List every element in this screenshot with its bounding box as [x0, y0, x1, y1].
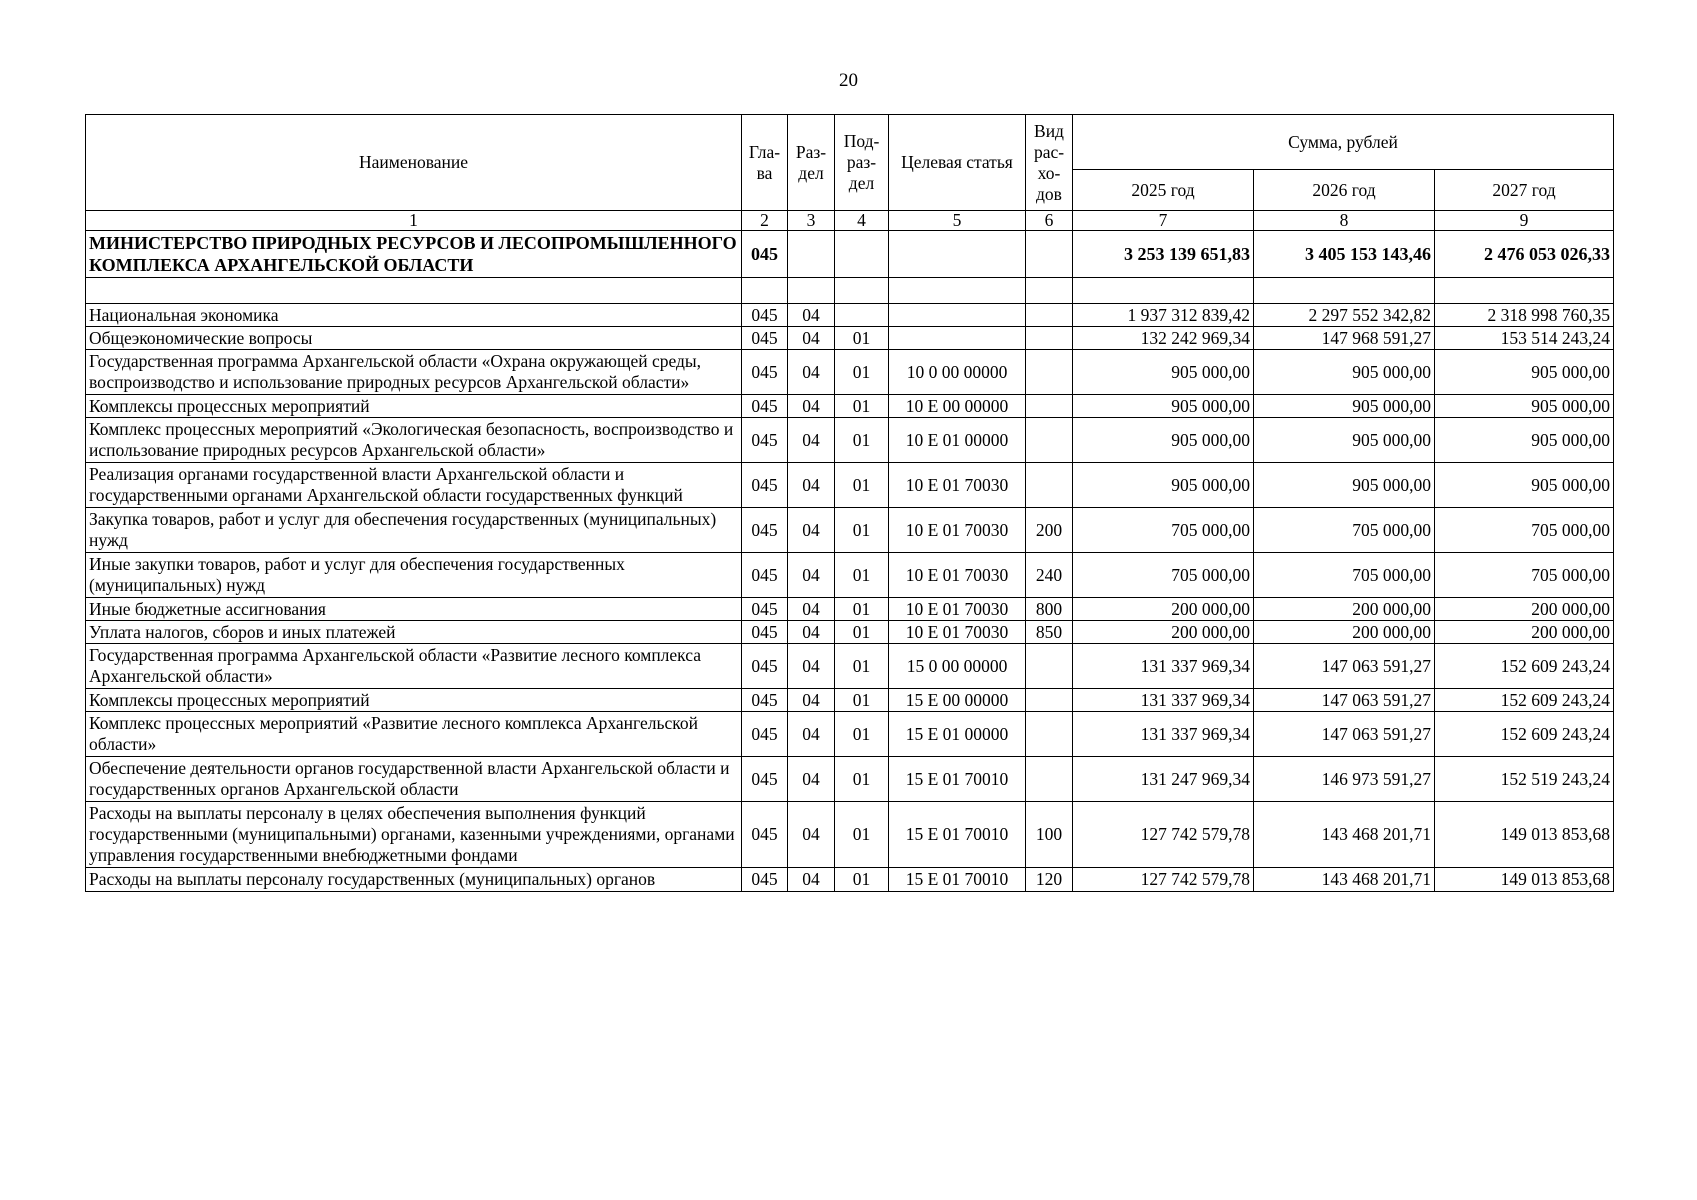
- row-sum-2027: 152 609 243,24: [1435, 689, 1614, 712]
- empty-cell: [1254, 278, 1435, 304]
- header-vid-rashodov: Вид рас-хо-дов: [1026, 115, 1073, 211]
- row-sum-2025: 131 337 969,34: [1073, 712, 1254, 757]
- row-podrazdel: 01: [835, 418, 889, 463]
- row-celevaya-statya: 15 Е 01 70010: [889, 868, 1026, 892]
- row-sum-2025: 131 337 969,34: [1073, 689, 1254, 712]
- ministry-name: МИНИСТЕРСТВО ПРИРОДНЫХ РЕСУРСОВ И ЛЕСОПРОМЫШЛЕННОГО КОМПЛЕКСА АРХАНГЕЛЬСКОЙ ОБЛАСТИ: [86, 231, 742, 278]
- row-celevaya-statya: 15 Е 01 70010: [889, 802, 1026, 868]
- column-number: 6: [1026, 211, 1073, 231]
- row-sum-2025: 905 000,00: [1073, 463, 1254, 508]
- ministry-sum-2025: 3 253 139 651,83: [1073, 231, 1254, 278]
- row-razdel: 04: [788, 868, 835, 892]
- row-sum-2027: 905 000,00: [1435, 350, 1614, 395]
- row-podrazdel: [835, 304, 889, 327]
- row-sum-2027: 705 000,00: [1435, 508, 1614, 553]
- row-vid-rashodov: 120: [1026, 868, 1073, 892]
- row-razdel: 04: [788, 689, 835, 712]
- row-glava: 045: [742, 327, 788, 350]
- table-row: [86, 418, 1614, 463]
- row-glava: 045: [742, 621, 788, 644]
- table-row: [86, 621, 1614, 644]
- row-razdel: 04: [788, 712, 835, 757]
- row-sum-2026: 705 000,00: [1254, 508, 1435, 553]
- row-sum-2027: 2 318 998 760,35: [1435, 304, 1614, 327]
- row-razdel: 04: [788, 418, 835, 463]
- row-name: Расходы на выплаты персоналу государственных (муниципальных) органов: [86, 868, 742, 892]
- row-razdel: 04: [788, 621, 835, 644]
- row-glava: 045: [742, 304, 788, 327]
- row-name: Иные бюджетные ассигнования: [86, 598, 742, 621]
- row-sum-2027: 152 609 243,24: [1435, 644, 1614, 689]
- column-number: 8: [1254, 211, 1435, 231]
- row-sum-2026: 705 000,00: [1254, 553, 1435, 598]
- row-sum-2026: 905 000,00: [1254, 418, 1435, 463]
- row-sum-2027: 149 013 853,68: [1435, 868, 1614, 892]
- header-year-2027: 2027 год: [1435, 170, 1614, 211]
- empty-cell: [1026, 278, 1073, 304]
- page-number: 20: [839, 70, 858, 91]
- header-year-2026: 2026 год: [1254, 170, 1435, 211]
- row-sum-2026: 143 468 201,71: [1254, 802, 1435, 868]
- row-sum-2027: 905 000,00: [1435, 463, 1614, 508]
- table-row: [86, 712, 1614, 757]
- column-number: 4: [835, 211, 889, 231]
- column-number: 9: [1435, 211, 1614, 231]
- row-razdel: 04: [788, 304, 835, 327]
- table-row: [86, 508, 1614, 553]
- ministry-razdel: [788, 231, 835, 278]
- table-row: [86, 463, 1614, 508]
- row-sum-2027: 153 514 243,24: [1435, 327, 1614, 350]
- row-glava: 045: [742, 418, 788, 463]
- row-sum-2025: 905 000,00: [1073, 395, 1254, 418]
- ministry-sum-2026: 3 405 153 143,46: [1254, 231, 1435, 278]
- row-sum-2026: 905 000,00: [1254, 395, 1435, 418]
- empty-cell: [1073, 278, 1254, 304]
- row-sum-2027: 905 000,00: [1435, 418, 1614, 463]
- row-vid-rashodov: [1026, 304, 1073, 327]
- row-glava: 045: [742, 395, 788, 418]
- row-razdel: 04: [788, 395, 835, 418]
- row-vid-rashodov: 100: [1026, 802, 1073, 868]
- row-name: Комплекс процессных мероприятий «Развитие лесного комплекса Архангельской области»: [86, 712, 742, 757]
- row-podrazdel: 01: [835, 868, 889, 892]
- row-celevaya-statya: 10 Е 01 70030: [889, 553, 1026, 598]
- empty-cell: [86, 278, 742, 304]
- row-sum-2025: 131 247 969,34: [1073, 757, 1254, 802]
- row-sum-2025: 132 242 969,34: [1073, 327, 1254, 350]
- row-name: Иные закупки товаров, работ и услуг для обеспечения государственных (муниципальных) нужд: [86, 553, 742, 598]
- row-glava: 045: [742, 463, 788, 508]
- header-name: Наименование: [86, 115, 742, 211]
- spacer-row: [86, 278, 1614, 304]
- row-celevaya-statya: 10 0 00 00000: [889, 350, 1026, 395]
- table-row: [86, 644, 1614, 689]
- row-name: Национальная экономика: [86, 304, 742, 327]
- row-name: Государственная программа Архангельской области «Охрана окружающей среды, воспроизводство и использование природных ресурсов Архангельской области»: [86, 350, 742, 395]
- row-vid-rashodov: [1026, 757, 1073, 802]
- empty-cell: [1435, 278, 1614, 304]
- row-celevaya-statya: 10 Е 00 00000: [889, 395, 1026, 418]
- row-celevaya-statya: 15 Е 01 00000: [889, 712, 1026, 757]
- ministry-row: [86, 231, 1614, 278]
- row-vid-rashodov: [1026, 463, 1073, 508]
- row-razdel: 04: [788, 644, 835, 689]
- row-sum-2025: 705 000,00: [1073, 553, 1254, 598]
- row-podrazdel: 01: [835, 508, 889, 553]
- column-number: 5: [889, 211, 1026, 231]
- row-razdel: 04: [788, 598, 835, 621]
- ministry-vid: [1026, 231, 1073, 278]
- header-podrazdel: Под-раз-дел: [835, 115, 889, 211]
- row-razdel: 04: [788, 463, 835, 508]
- row-celevaya-statya: 10 Е 01 70030: [889, 598, 1026, 621]
- table-row: [86, 868, 1614, 892]
- row-celevaya-statya: 10 Е 01 70030: [889, 508, 1026, 553]
- row-glava: 045: [742, 868, 788, 892]
- budget-table: [85, 114, 1614, 892]
- row-glava: 045: [742, 553, 788, 598]
- header-summa: Сумма, рублей: [1073, 115, 1614, 170]
- row-glava: 045: [742, 598, 788, 621]
- row-sum-2026: 147 063 591,27: [1254, 712, 1435, 757]
- row-vid-rashodov: 800: [1026, 598, 1073, 621]
- row-sum-2026: 200 000,00: [1254, 621, 1435, 644]
- row-vid-rashodov: [1026, 350, 1073, 395]
- row-sum-2026: 147 063 591,27: [1254, 689, 1435, 712]
- table-row: [86, 553, 1614, 598]
- row-sum-2026: 146 973 591,27: [1254, 757, 1435, 802]
- row-name: Комплекс процессных мероприятий «Экологическая безопасность, воспроизводство и использование природных ресурсов Архангельской области»: [86, 418, 742, 463]
- row-vid-rashodov: [1026, 395, 1073, 418]
- row-sum-2025: 200 000,00: [1073, 621, 1254, 644]
- row-sum-2026: 200 000,00: [1254, 598, 1435, 621]
- row-vid-rashodov: 850: [1026, 621, 1073, 644]
- row-podrazdel: 01: [835, 757, 889, 802]
- ministry-podrazdel: [835, 231, 889, 278]
- row-razdel: 04: [788, 553, 835, 598]
- row-sum-2027: 152 519 243,24: [1435, 757, 1614, 802]
- row-razdel: 04: [788, 327, 835, 350]
- empty-cell: [835, 278, 889, 304]
- row-podrazdel: 01: [835, 598, 889, 621]
- row-podrazdel: 01: [835, 712, 889, 757]
- row-podrazdel: 01: [835, 553, 889, 598]
- empty-cell: [742, 278, 788, 304]
- row-name: Обеспечение деятельности органов государственной власти Архангельской области и государственных органов Архангельской области: [86, 757, 742, 802]
- empty-cell: [788, 278, 835, 304]
- row-name: Реализация органами государственной власти Архангельской области и государственными органами Архангельской области государственных функций: [86, 463, 742, 508]
- table-row: [86, 689, 1614, 712]
- ministry-celevaya: [889, 231, 1026, 278]
- column-number: 7: [1073, 211, 1254, 231]
- row-sum-2026: 147 968 591,27: [1254, 327, 1435, 350]
- header-celevaya-statya: Целевая статья: [889, 115, 1026, 211]
- row-sum-2025: 127 742 579,78: [1073, 802, 1254, 868]
- row-podrazdel: 01: [835, 644, 889, 689]
- row-sum-2027: 152 609 243,24: [1435, 712, 1614, 757]
- row-name: Закупка товаров, работ и услуг для обеспечения государственных (муниципальных) нужд: [86, 508, 742, 553]
- row-glava: 045: [742, 644, 788, 689]
- column-number: 2: [742, 211, 788, 231]
- row-name: Комплексы процессных мероприятий: [86, 689, 742, 712]
- table-row: [86, 757, 1614, 802]
- header-year-2025: 2025 год: [1073, 170, 1254, 211]
- row-glava: 045: [742, 508, 788, 553]
- row-sum-2025: 200 000,00: [1073, 598, 1254, 621]
- row-sum-2027: 149 013 853,68: [1435, 802, 1614, 868]
- empty-cell: [889, 278, 1026, 304]
- row-sum-2025: 131 337 969,34: [1073, 644, 1254, 689]
- row-name: Уплата налогов, сборов и иных платежей: [86, 621, 742, 644]
- row-vid-rashodov: [1026, 418, 1073, 463]
- row-sum-2025: 127 742 579,78: [1073, 868, 1254, 892]
- row-name: Государственная программа Архангельской области «Развитие лесного комплекса Архангельской области»: [86, 644, 742, 689]
- row-celevaya-statya: 15 Е 00 00000: [889, 689, 1026, 712]
- table-row: [86, 327, 1614, 350]
- row-vid-rashodov: 200: [1026, 508, 1073, 553]
- row-sum-2026: 2 297 552 342,82: [1254, 304, 1435, 327]
- row-vid-rashodov: [1026, 644, 1073, 689]
- row-razdel: 04: [788, 508, 835, 553]
- row-celevaya-statya: 15 0 00 00000: [889, 644, 1026, 689]
- row-name: Расходы на выплаты персоналу в целях обеспечения выполнения функций государственными (муниципальными) органами, казенными учреждениями, органами управления государственными внебюджетными фондами: [86, 802, 742, 868]
- row-sum-2026: 143 468 201,71: [1254, 868, 1435, 892]
- row-podrazdel: 01: [835, 802, 889, 868]
- header-glava: Гла-ва: [742, 115, 788, 211]
- row-glava: 045: [742, 712, 788, 757]
- row-sum-2026: 905 000,00: [1254, 463, 1435, 508]
- ministry-glava: 045: [742, 231, 788, 278]
- row-podrazdel: 01: [835, 621, 889, 644]
- row-sum-2027: 200 000,00: [1435, 598, 1614, 621]
- row-vid-rashodov: [1026, 327, 1073, 350]
- table-row: [86, 395, 1614, 418]
- row-celevaya-statya: 15 Е 01 70010: [889, 757, 1026, 802]
- row-podrazdel: 01: [835, 350, 889, 395]
- row-celevaya-statya: 10 Е 01 70030: [889, 463, 1026, 508]
- row-podrazdel: 01: [835, 327, 889, 350]
- row-name: Комплексы процессных мероприятий: [86, 395, 742, 418]
- row-podrazdel: 01: [835, 395, 889, 418]
- row-vid-rashodov: 240: [1026, 553, 1073, 598]
- row-podrazdel: 01: [835, 689, 889, 712]
- row-celevaya-statya: [889, 304, 1026, 327]
- ministry-sum-2027: 2 476 053 026,33: [1435, 231, 1614, 278]
- row-sum-2026: 147 063 591,27: [1254, 644, 1435, 689]
- row-sum-2026: 905 000,00: [1254, 350, 1435, 395]
- row-glava: 045: [742, 757, 788, 802]
- row-razdel: 04: [788, 802, 835, 868]
- row-sum-2027: 200 000,00: [1435, 621, 1614, 644]
- table-row: [86, 304, 1614, 327]
- column-number: 1: [86, 211, 742, 231]
- column-number: 3: [788, 211, 835, 231]
- row-celevaya-statya: 10 Е 01 70030: [889, 621, 1026, 644]
- table-row: [86, 598, 1614, 621]
- header-razdel: Раз-дел: [788, 115, 835, 211]
- row-razdel: 04: [788, 350, 835, 395]
- row-celevaya-statya: [889, 327, 1026, 350]
- row-sum-2025: 1 937 312 839,42: [1073, 304, 1254, 327]
- table-row: [86, 350, 1614, 395]
- row-name: Общеэкономические вопросы: [86, 327, 742, 350]
- row-sum-2025: 905 000,00: [1073, 418, 1254, 463]
- row-sum-2025: 905 000,00: [1073, 350, 1254, 395]
- row-vid-rashodov: [1026, 689, 1073, 712]
- row-razdel: 04: [788, 757, 835, 802]
- row-glava: 045: [742, 689, 788, 712]
- row-glava: 045: [742, 350, 788, 395]
- row-vid-rashodov: [1026, 712, 1073, 757]
- row-podrazdel: 01: [835, 463, 889, 508]
- row-sum-2027: 705 000,00: [1435, 553, 1614, 598]
- row-celevaya-statya: 10 Е 01 00000: [889, 418, 1026, 463]
- row-sum-2025: 705 000,00: [1073, 508, 1254, 553]
- table-row: [86, 802, 1614, 868]
- column-number-row: [86, 211, 1614, 231]
- row-sum-2027: 905 000,00: [1435, 395, 1614, 418]
- row-glava: 045: [742, 802, 788, 868]
